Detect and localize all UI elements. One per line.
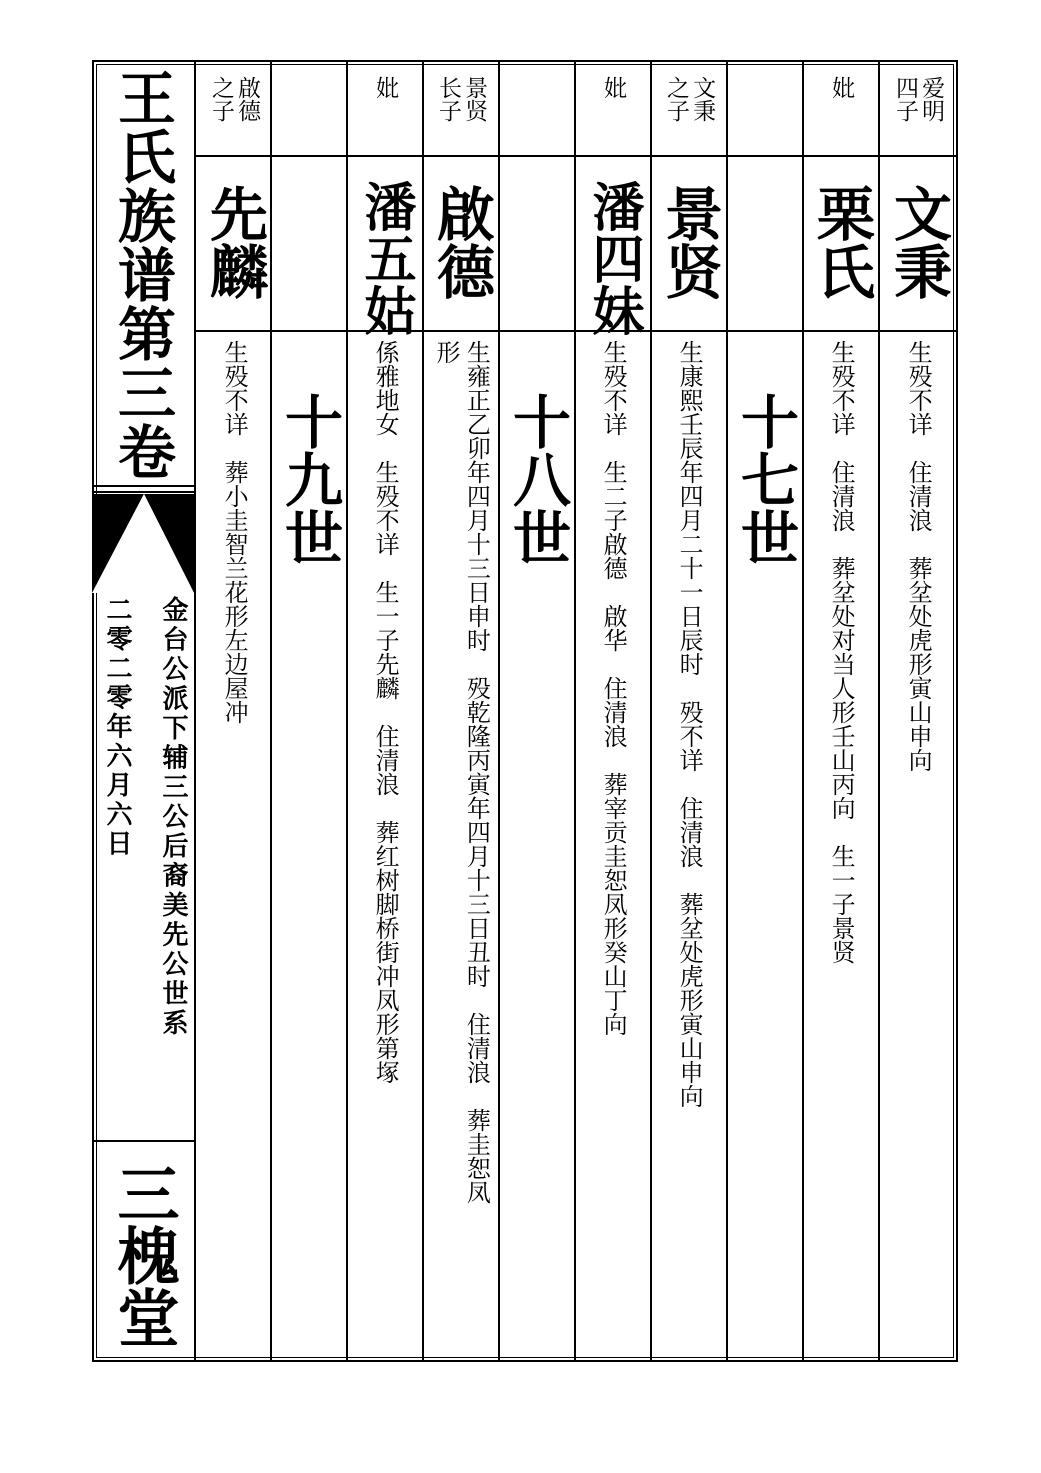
person-column-xianlin bbox=[198, 62, 270, 1360]
relation-note-line: 妣 bbox=[828, 76, 855, 99]
person-name-text: 先麟 bbox=[200, 184, 268, 300]
biography bbox=[804, 340, 878, 1350]
date-line: 二零二零年六月六日 bbox=[102, 596, 132, 859]
generation-label-text: 十七世 bbox=[731, 392, 799, 566]
person-name-text: 啟德 bbox=[427, 184, 495, 300]
hall-name: 三槐堂 bbox=[107, 1162, 180, 1348]
biography-line: 生殁不详 住清浪 葬坌处虎形寅山申向 bbox=[904, 340, 933, 772]
generation-label bbox=[272, 392, 346, 566]
relation-note-line: 妣 bbox=[372, 76, 399, 99]
person-name bbox=[804, 184, 878, 334]
generation-label bbox=[500, 392, 574, 566]
subtitle-lines bbox=[98, 596, 190, 1116]
relation-note-line: 文秉 bbox=[689, 76, 716, 122]
title-panel bbox=[92, 60, 196, 1362]
biography bbox=[880, 340, 956, 1350]
generation-column-19 bbox=[272, 62, 346, 1360]
person-column-qide bbox=[424, 62, 498, 1360]
person-column-wenbing bbox=[880, 62, 956, 1360]
person-name bbox=[198, 184, 270, 334]
person-name-text: 景贤 bbox=[655, 184, 723, 300]
biography bbox=[652, 340, 726, 1350]
person-name-text: 潘四妹 bbox=[583, 180, 644, 336]
relation-note-line: 景贤 bbox=[461, 76, 488, 122]
biography bbox=[198, 340, 270, 1350]
person-name-text: 潘五姑 bbox=[355, 180, 416, 336]
biography-line: 生殁不详 生二子啟德 啟华 住清浪 葬宰贡圭恕凤形癸山丁向 bbox=[599, 340, 628, 1036]
book-title bbox=[92, 68, 192, 488]
biography bbox=[576, 340, 650, 1350]
person-name bbox=[576, 180, 650, 336]
person-column-pansimei bbox=[576, 62, 650, 1360]
branch-line: 金台公派下辅三公后裔美先公世系 bbox=[158, 596, 188, 1039]
relation-note bbox=[198, 76, 270, 156]
relation-note bbox=[880, 76, 956, 156]
person-name-text: 文秉 bbox=[884, 184, 952, 300]
relation-note bbox=[576, 76, 650, 156]
relation-note-line: 啟德 bbox=[234, 76, 261, 122]
person-name bbox=[880, 184, 956, 334]
person-column-jingxian bbox=[652, 62, 726, 1360]
hall-box bbox=[92, 1140, 194, 1358]
book-title-text: 王氏族谱第三卷 bbox=[108, 68, 176, 481]
relation-note bbox=[652, 76, 726, 156]
person-name bbox=[424, 184, 498, 334]
biography bbox=[424, 340, 498, 1350]
ribbon-ornament bbox=[92, 485, 194, 595]
biography-line: 生康熙壬辰年四月二十一日辰时 殁不详 住清浪 葬坌处虎形寅山申向 bbox=[675, 340, 704, 1108]
relation-note-line: 爱明 bbox=[918, 76, 945, 122]
person-name bbox=[652, 184, 726, 334]
relation-note bbox=[804, 76, 878, 156]
biography-line: 生殁不详 住清浪 葬坌处对当人形壬山丙向 生一子景贤 bbox=[827, 340, 856, 964]
relation-note bbox=[424, 76, 498, 156]
relation-note bbox=[348, 76, 422, 156]
relation-note-line: 之子 bbox=[663, 76, 689, 122]
generation-label-text: 十九世 bbox=[275, 392, 343, 566]
person-name bbox=[348, 180, 422, 336]
relation-note-line: 妣 bbox=[600, 76, 627, 99]
generation-label-text: 十八世 bbox=[503, 392, 571, 566]
relation-note-line: 之子 bbox=[208, 76, 234, 122]
biography-line: 係雅地女 生殁不详 生一子先麟 住清浪 葬红树脚桥街冲凤形第塚 bbox=[371, 340, 400, 1084]
relation-note-line: 四子 bbox=[892, 76, 918, 122]
relation-note-line: 长子 bbox=[435, 76, 461, 122]
biography-line: 生雍正乙卯年四月十三日申时 殁乾隆丙寅年四月十三日丑时 住清浪 葬圭恕凤 bbox=[462, 340, 491, 1204]
biography-line: 形 bbox=[432, 340, 460, 364]
person-column-lishi bbox=[804, 62, 878, 1360]
biography-line: 生殁不详 葬小圭智兰花形左边屋冲 bbox=[220, 340, 249, 724]
generation-label bbox=[728, 392, 802, 566]
person-name-text: 栗氏 bbox=[807, 184, 875, 300]
generation-column-18 bbox=[500, 62, 574, 1360]
person-column-panwugu bbox=[348, 62, 422, 1360]
generation-column-17 bbox=[728, 62, 802, 1360]
biography bbox=[348, 340, 422, 1350]
